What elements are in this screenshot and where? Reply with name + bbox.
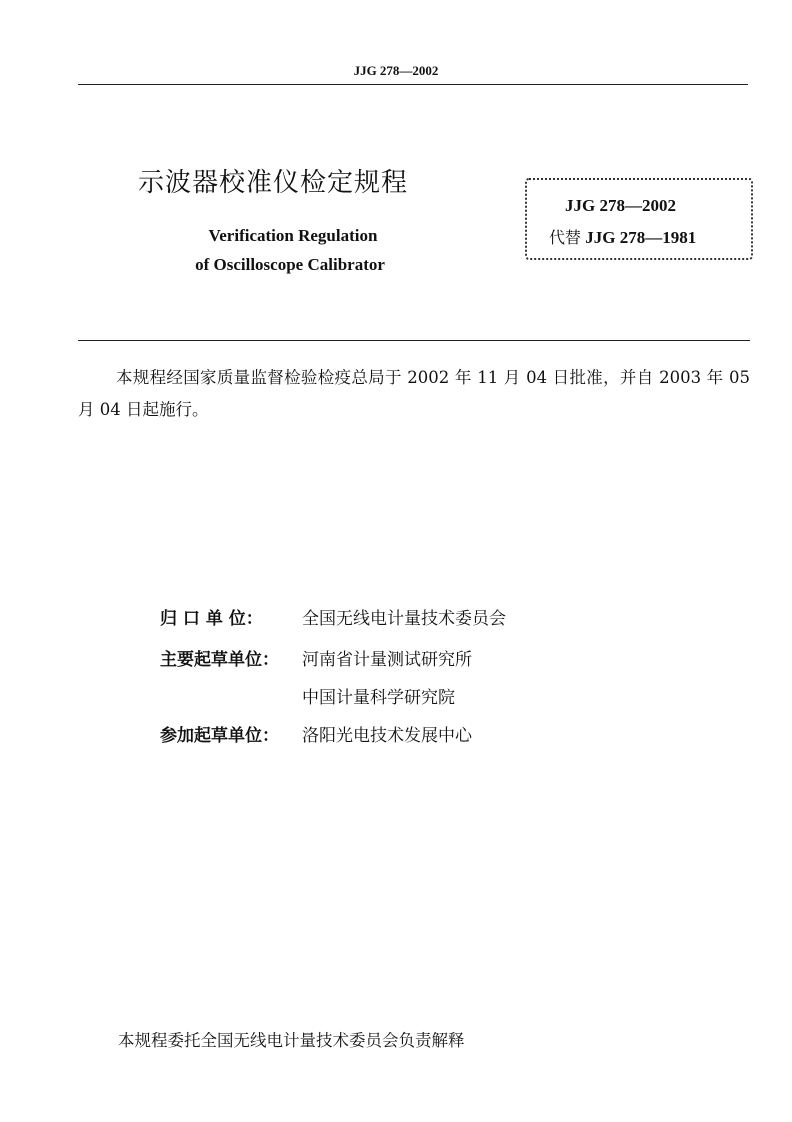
approval-statement: 本规程经国家质量监督检验检疫总局于 2002 年 11 月 04 日批准，并自 2003 年 05 月 04 日起施行。 [78, 368, 750, 419]
title-english-line-1: Verification Regulation [208, 226, 378, 245]
main-drafting-unit-label: 主要起草单位： [160, 650, 279, 670]
responsible-unit-row [160, 604, 506, 629]
replaced-standard-code: JJG 278—1981 [585, 228, 697, 247]
main-drafting-unit-row [160, 645, 472, 670]
title-chinese: 示波器校准仪检定规程 [138, 168, 409, 198]
responsible-unit-label: 归 口 单 位： [160, 609, 263, 629]
main-drafting-unit-value-2: 中国计量科学研究院 [302, 688, 455, 708]
participating-drafting-unit-row [160, 721, 472, 746]
participating-drafting-unit-label: 参加起草单位： [160, 726, 279, 746]
replaces-label: 代替 [549, 228, 582, 247]
interpretation-note: 本规程委托全国无线电计量技术委员会负责解释 [118, 1031, 465, 1050]
responsible-unit-value: 全国无线电计量技术委员会 [302, 609, 506, 629]
replaced-standard-line [549, 225, 696, 248]
participating-drafting-unit-value: 洛阳光电技术发展中心 [302, 726, 472, 746]
main-drafting-unit-row-2 [160, 683, 455, 708]
top-divider [78, 84, 748, 85]
header-standard-code: JJG 278—2002 [353, 63, 439, 78]
current-standard-code: JJG 278—2002 [565, 196, 676, 215]
main-drafting-unit-value: 河南省计量测试研究所 [302, 650, 472, 670]
middle-divider [78, 340, 750, 341]
title-english-line-2: of Oscilloscope Calibrator [195, 255, 385, 274]
